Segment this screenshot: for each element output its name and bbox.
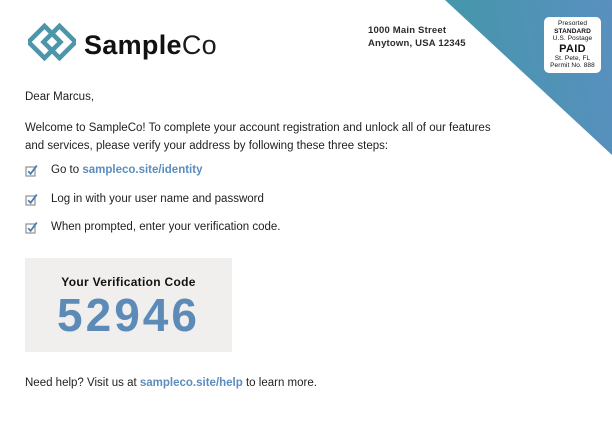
- checked-checkbox-icon: [25, 221, 38, 234]
- stamp-presorted: Presorted: [557, 20, 588, 28]
- stamp-city: St. Pete, FL: [554, 54, 591, 62]
- verification-code-title: Your Verification Code: [61, 275, 196, 289]
- postage-stamp: [544, 17, 601, 73]
- help-link[interactable]: sampleco.site/help: [139, 377, 243, 389]
- verification-code-box: [25, 258, 232, 352]
- footer-prefix: Need help? Visit us at: [25, 377, 140, 389]
- step-1-prefix: Go to: [51, 164, 83, 176]
- step-item-3: [25, 221, 280, 233]
- step-text: [51, 164, 202, 177]
- step-item-2: [25, 193, 280, 205]
- brand-name: [84, 26, 217, 59]
- step-text: Log in with your user name and password: [51, 192, 264, 205]
- sender-address: [368, 24, 466, 50]
- brand-logo: [28, 20, 217, 64]
- step-item-1: [25, 164, 280, 176]
- stamp-paid: PAID: [559, 42, 586, 55]
- checked-checkbox-icon: [25, 193, 38, 206]
- greeting: Dear Marcus,: [25, 91, 95, 103]
- checked-checkbox-icon: [25, 164, 38, 177]
- step-text: When prompted, enter your verification code.: [51, 221, 281, 233]
- identity-link[interactable]: sampleco.site/identity: [82, 164, 203, 176]
- address-line-2: Anytown, USA 12345: [368, 38, 466, 49]
- brand-name-bold: Sample: [84, 29, 182, 60]
- help-footer: [25, 377, 317, 389]
- logo-diamonds-icon: [28, 20, 76, 64]
- address-line-1: 1000 Main Street: [368, 25, 447, 36]
- stamp-standard: STANDARD: [554, 27, 591, 35]
- brand-name-light: Co: [181, 29, 217, 60]
- intro-paragraph: Welcome to SampleCo! To complete your account registration and unlock all of our features and services, please verify your address by following these three steps:: [25, 122, 491, 152]
- stamp-permit: Permit No. 888: [550, 62, 595, 70]
- footer-suffix: to learn more.: [242, 377, 317, 389]
- stamp-us-postage: U.S. Postage: [552, 35, 593, 43]
- verification-code-value: 52946: [57, 289, 200, 341]
- steps-list: [25, 164, 280, 250]
